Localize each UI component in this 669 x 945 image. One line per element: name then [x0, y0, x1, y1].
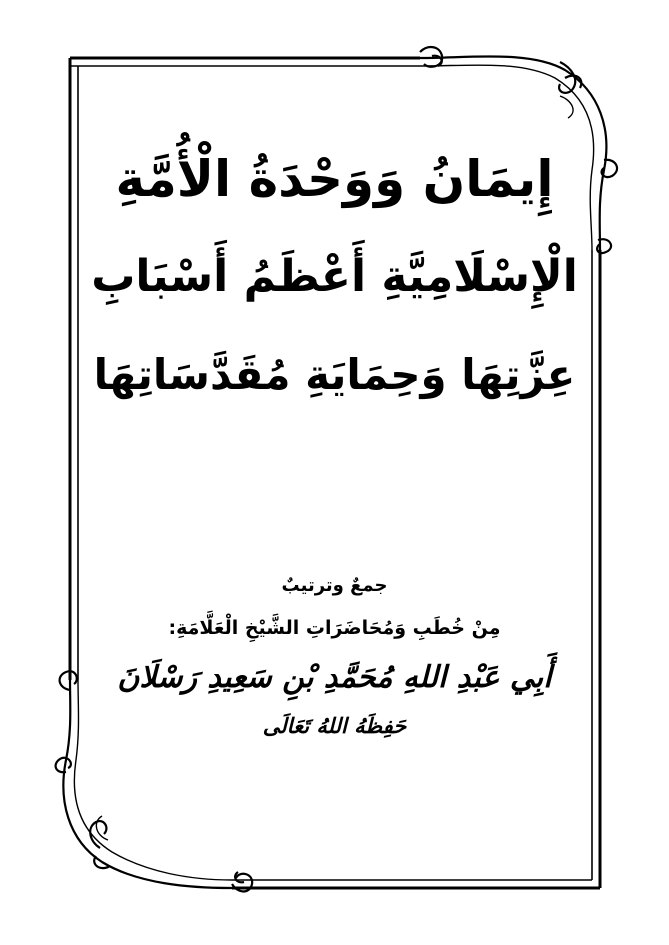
source-line: مِنْ خُطَبِ وَمُحَاضَرَاتِ الشَّيْخِ الْعَلَّامَةِ:	[168, 616, 501, 639]
title-line-3: عِزَّتِهَا وَحِمَايَةِ مُقَدَّسَاتِهَا	[93, 350, 576, 399]
author-name: أَبِي عَبْدِ اللهِ مُحَمَّدِ بْنِ سَعِيدِ رَسْلَانَ	[117, 660, 552, 695]
compiled-by-label: جمعٌ وترتيبٌ	[281, 575, 388, 596]
title-line-2: الْإِسْلَامِيَّةِ أَعْظَمُ أَسْبَابِ	[91, 251, 578, 302]
title-line-1: إِيمَانُ وَوَحْدَةُ الْأُمَّةِ	[115, 150, 554, 208]
credits-block	[100, 566, 569, 746]
book-title	[90, 130, 579, 424]
author-blessing: حَفِظَهُ اللهُ تَعَالَى	[262, 713, 407, 738]
